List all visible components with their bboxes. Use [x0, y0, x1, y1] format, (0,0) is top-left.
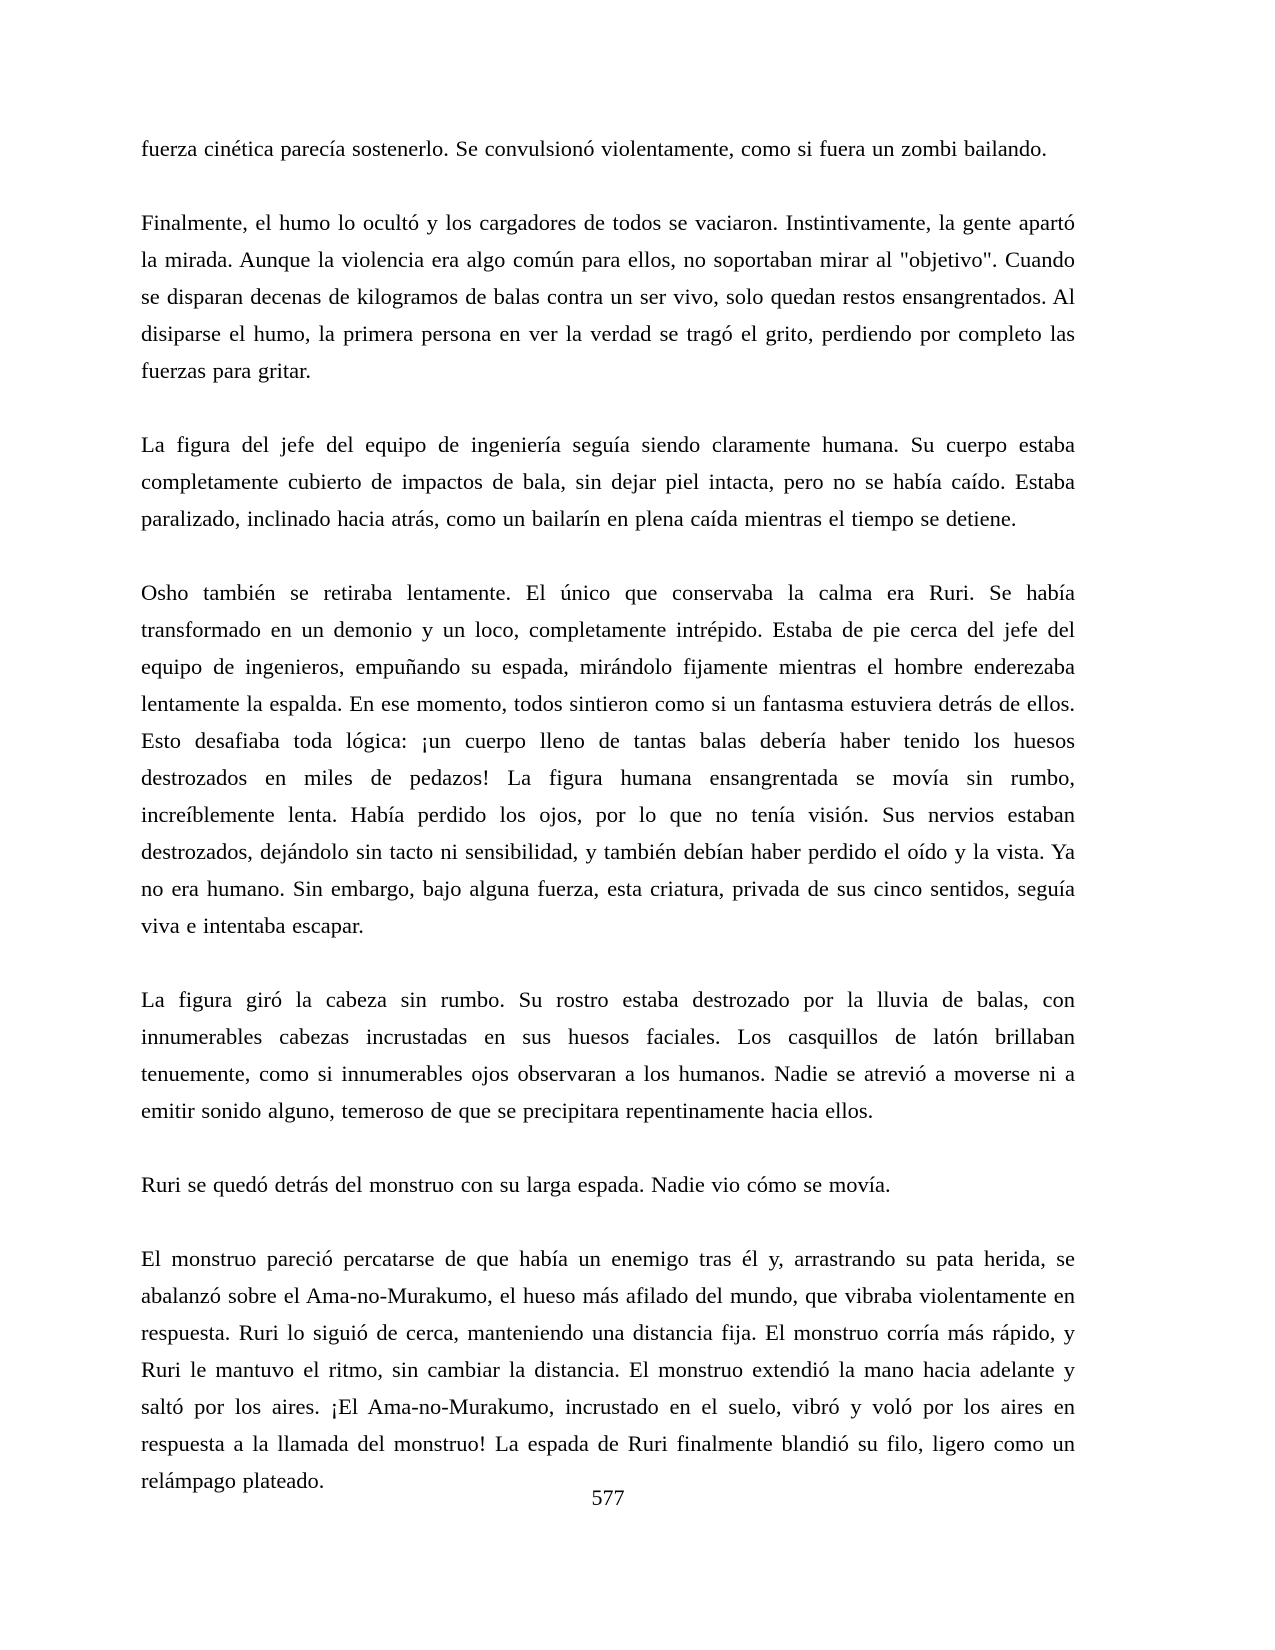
paragraph: La figura giró la cabeza sin rumbo. Su rostro estaba destrozado por la lluvia de balas, con innumerables cabezas incrustadas en sus huesos faciales. Los casquillos de latón brillaban tenuemente, como si innumerables ojos observaran a los humanos. Nadie se atrevió a moverse ni a emitir sonido alguno, temeroso de que se precipitara repentinamente hacia ellos.: [141, 987, 1075, 1123]
paragraph: El monstruo pareció percatarse de que había un enemigo tras él y, arrastrando su pata herida, se abalanzó sobre el Ama-no-Murakumo, el hueso más afilado del mundo, que vibraba violentamente en respuesta. Ruri lo siguió de cerca, manteniendo una distancia fija. El monstruo corría más rápido, y Ruri le mantuvo el ritmo, sin cambiar la distancia. El monstruo extendió la mano hacia adelante y saltó por los aires. ¡El Ama-no-Murakumo, incrustado en el suelo, vibró y voló por los aires en respuesta a la llamada del monstruo! La espada de Ruri finalmente blandió su filo, ligero como un relámpago plateado.: [141, 1246, 1075, 1493]
page-number: 577: [591, 1485, 625, 1510]
paragraph: Osho también se retiraba lentamente. El único que conservaba la calma era Ruri. Se había transformado en un demonio y un loco, completamente intrépido. Estaba de pie cerca del jefe del equipo de ingenieros, empuñando su espada, mirándolo fijamente mientras el hombre enderezaba lentamente la espalda. En ese momento, todos sintieron como si un fantasma estuviera detrás de ellos. Esto desafiaba toda lógica: ¡un cuerpo lleno de tantas balas debería haber tenido los huesos destrozados en miles de pedazos! La figura humana ensangrentada se movía sin rumbo, increíblemente lenta. Había perdido los ojos, por lo que no tenía visión. Sus nervios estaban destrozados, dejándolo sin tacto ni sensibilidad, y también debían haber perdido el oído y la vista. Ya no era humano. Sin embargo, bajo alguna fuerza, esta criatura, privada de sus cinco sentidos, seguía viva e intentaba escapar.: [141, 580, 1075, 938]
paragraph: Finalmente, el humo lo ocultó y los cargadores de todos se vaciaron. Instintivamente, la gente apartó la mirada. Aunque la violencia era algo común para ellos, no soportaban mirar al "objetivo". Cuando se disparan decenas de kilogramos de balas contra un ser vivo, solo quedan restos ensangrentados. Al disiparse el humo, la primera persona en ver la verdad se tragó el grito, perdiendo por completo las fuerzas para gritar.: [141, 210, 1075, 383]
paragraph: Ruri se quedó detrás del monstruo con su larga espada. Nadie vio cómo se movía.: [141, 1172, 891, 1197]
page-content: [141, 130, 1075, 1536]
paragraph: fuerza cinética parecía sostenerlo. Se convulsionó violentamente, como si fuera un zombi bailando.: [141, 136, 1048, 161]
paragraph: La figura del jefe del equipo de ingeniería seguía siendo claramente humana. Su cuerpo estaba completamente cubierto de impactos de bala, sin dejar piel intacta, pero no se había caído. Estaba paralizado, inclinado hacia atrás, como un bailarín en plena caída mientras el tiempo se detiene.: [141, 432, 1075, 531]
